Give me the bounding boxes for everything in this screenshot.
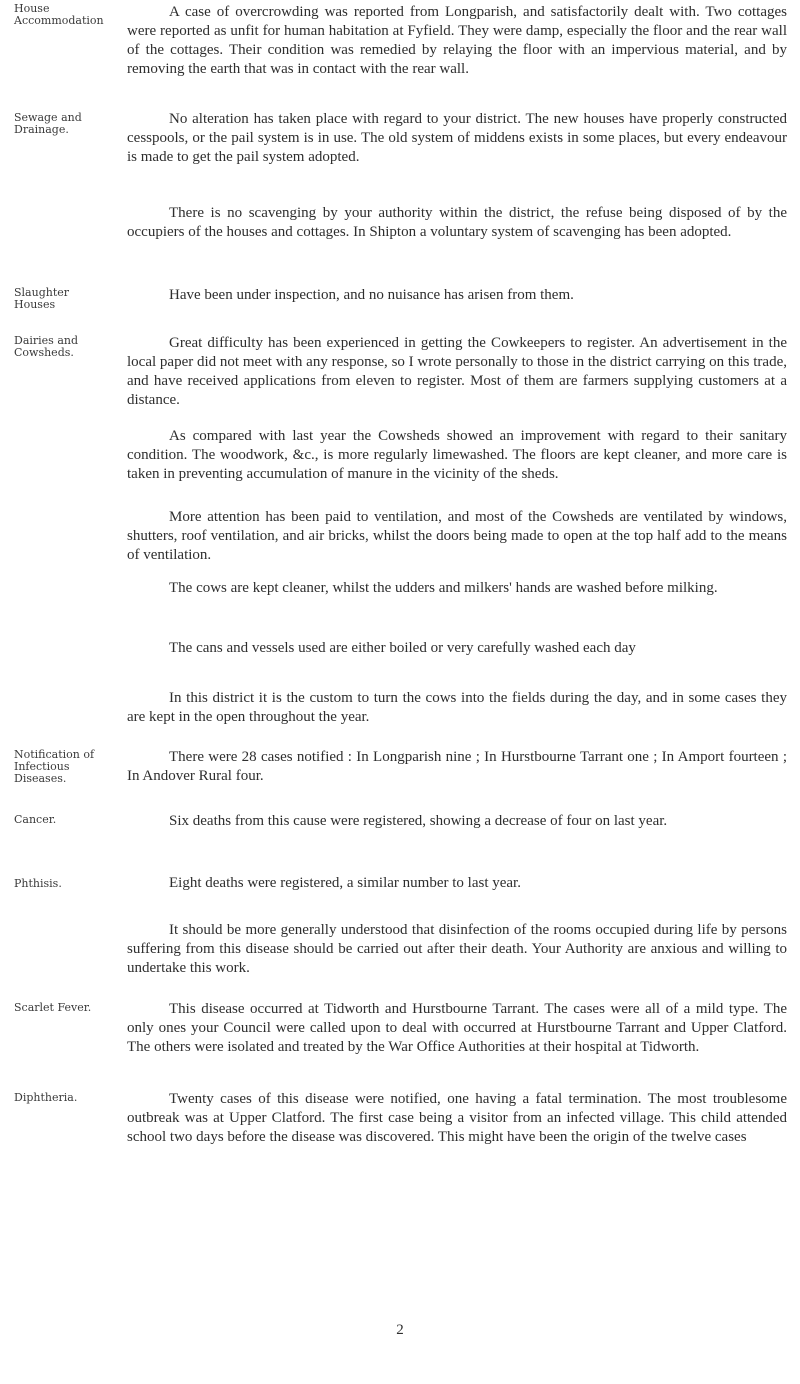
paragraph-diphtheria: Twenty cases of this disease were notified, one having a fatal termination. The most troublesome outbreak was at Upper Clatford. The first case being a visitor from an infected village. This child attended school two days before the disease was discovered. This might have been the origin of the twelve cases [127,1091,787,1145]
paragraph-phthisis-1: Eight deaths were registered, a similar number to last year. [169,875,521,891]
margin-heading-diphtheria: Diphtheria. [14,1091,78,1104]
paragraph-cancer: Six deaths from this cause were registered, showing a decrease of four on last year. [169,813,668,829]
page-number: 2 [396,1322,404,1338]
margin-heading-dairies-cowsheds: Dairies and Cowsheds. [14,334,79,359]
margin-heading-sewage-drainage: Sewage and Drainage. [14,111,82,136]
margin-heading-slaughter-houses: Slaughter Houses [14,286,70,311]
paragraph-phthisis-2: It should be more generally understood that disinfection of the rooms occupied during life by persons suffering from this disease should be carried out after their death. Your Authority are anxious and willing to undertake this work. [127,922,787,976]
margin-heading-phthisis: Phthisis. [14,877,62,890]
paragraph-dairies-4: The cows are kept cleaner, whilst the udders and milkers' hands are washed before milking. [169,580,718,596]
paragraph-sewage-2: There is no scavenging by your authority within the district, the refuse being disposed of by the occupiers of the houses and cottages. In Shipton a voluntary system of scavenging has been adopted. [127,205,787,240]
margin-heading-scarlet-fever: Scarlet Fever. [14,1001,92,1014]
margin-heading-cancer: Cancer. [14,813,57,826]
paragraph-dairies-6: In this district it is the custom to turn the cows into the fields during the day, and in some cases they are kept in the open throughout the year. [127,690,787,725]
margin-heading-house-accommodation: House Accommodation [14,2,104,27]
paragraph-house-accommodation: A case of overcrowding was reported from Longparish, and satisfactorily dealt with. Two cottages were reported as unfit for human habitation at Fyfield. They were damp, especially the floor and the rear wall of the cottages. Their condition was remedied by relaying the floor with an impervious material, and by removing the earth that was in contact with the rear wall. [127,4,787,77]
paragraph-slaughter-houses: Have been under inspection, and no nuisance has arisen from them. [169,287,574,303]
paragraph-sewage-1: No alteration has taken place with regard to your district. The new houses have properly constructed cesspools, or the pail system is in use. The old system of middens exists in some places, but every endeavour is made to get the pail system adopted. [127,111,787,165]
paragraph-dairies-1: Great difficulty has been experienced in getting the Cowkeepers to register. An advertisement in the local paper did not meet with any response, so I wrote personally to those in the district carrying on this trade, and have received applications from eleven to register. Most of them are farmers supplying customers at a distance. [127,335,787,408]
paragraph-dairies-5: The cans and vessels used are either boiled or very carefully washed each day [169,640,636,656]
paragraph-dairies-3: More attention has been paid to ventilation, and most of the Cowsheds are ventilated by windows, shutters, roof ventilation, and air bricks, whilst the doors being made to open at the top half add to the means of ventilation. [127,509,787,563]
paragraph-dairies-2: As compared with last year the Cowsheds showed an improvement with regard to their sanitary condition. The woodwork, &c., is more regularly limewashed. The floors are kept cleaner, and more care is taken in preventing accumulation of manure in the vicinity of the sheds. [127,428,787,482]
margin-heading-notification-infectious-diseases: Notification of Infectious Diseases. [14,748,95,785]
paragraph-scarlet-fever: This disease occurred at Tidworth and Hurstbourne Tarrant. The cases were all of a mild type. The only ones your Council were called upon to deal with occurred at Hurstbourne Tarrant and Upper Clatford. The others were isolated and treated by the War Office Authorities at their hospital at Tidworth. [127,1001,787,1055]
paragraph-notification: There were 28 cases notified : In Longparish nine ; In Hurstbourne Tarrant one ; In Amport fourteen ; In Andover Rural four. [127,749,787,784]
